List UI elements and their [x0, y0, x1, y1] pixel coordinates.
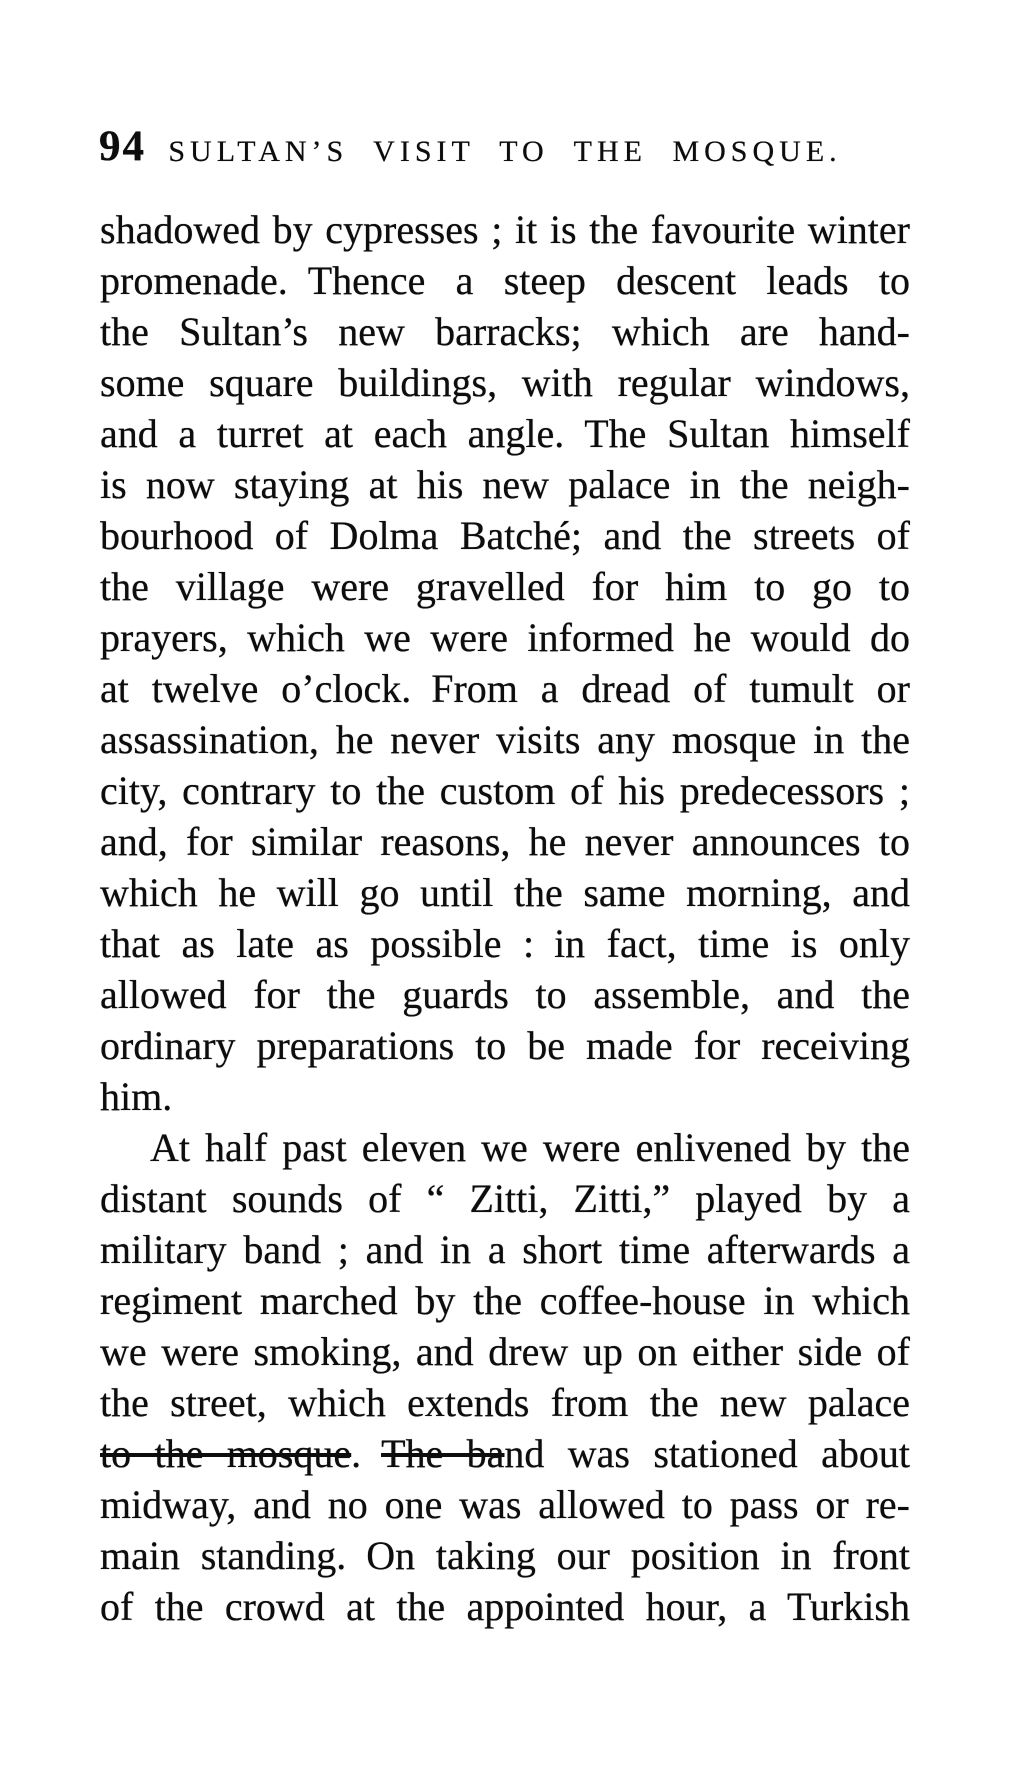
text-line: the street, which extends from the new palace [100, 1380, 910, 1425]
strike-artifact: The ba [381, 1431, 505, 1476]
text-fragment: nd was stationed about [504, 1431, 910, 1476]
text-line: allowed for the guards to assemble, and the [100, 972, 910, 1017]
text-line: ordinary preparations to be made for receiving [100, 1023, 910, 1068]
text-line: is now staying at his new palace in the neigh- [100, 462, 910, 507]
text-line: city, contrary to the custom of his predecessors ; [100, 768, 910, 813]
text-line: distant sounds of “ Zitti, Zitti,” played by a [100, 1176, 910, 1221]
text-line: which he will go until the same morning, and [100, 870, 910, 915]
text-line: we were smoking, and drew up on either side of [100, 1329, 910, 1374]
text-line: military band ; and in a short time afterwards a [100, 1227, 910, 1272]
text-line: that as late as possible : in fact, time is only [100, 921, 910, 966]
text-line: shadowed by cypresses ; it is the favourite winter [100, 207, 910, 252]
text-line: assassination, he never visits any mosque in the [100, 717, 910, 762]
text-line: some square buildings, with regular windows, [100, 360, 910, 405]
text-line: bourhood of Dolma Batché; and the streets of [100, 513, 910, 558]
text-line: main standing. On taking our position in front [100, 1533, 910, 1578]
text-line: prayers, which we were informed he would do [100, 615, 910, 660]
text-fragment: . [351, 1431, 382, 1476]
body-text [100, 204, 910, 1632]
text-line: regiment marched by the coffee-house in which [100, 1278, 910, 1323]
text-line: the Sultan’s new barracks; which are hand- [100, 309, 910, 354]
text-line [100, 1428, 910, 1479]
text-line: the village were gravelled for him to go to [100, 564, 910, 609]
text-line: promenade. Thence a steep descent leads to [100, 258, 910, 303]
text-line: at twelve o’clock. From a dread of tumult or [100, 666, 910, 711]
text-line: midway, and no one was allowed to pass or re- [100, 1482, 910, 1527]
text-line: him. [100, 1074, 173, 1119]
running-header: SULTAN’S VISIT TO THE MOSQUE. [168, 135, 842, 168]
strike-artifact: to the mosque [100, 1431, 352, 1476]
text-line: At half past eleven we were enlivened by the [150, 1125, 910, 1170]
text-line: and, for similar reasons, he never announces to [100, 819, 910, 864]
text-line: and a turret at each angle. The Sultan himself [100, 411, 910, 456]
page-number: 94 [99, 123, 146, 170]
text-line: of the crowd at the appointed hour, a Turkish [100, 1584, 910, 1629]
